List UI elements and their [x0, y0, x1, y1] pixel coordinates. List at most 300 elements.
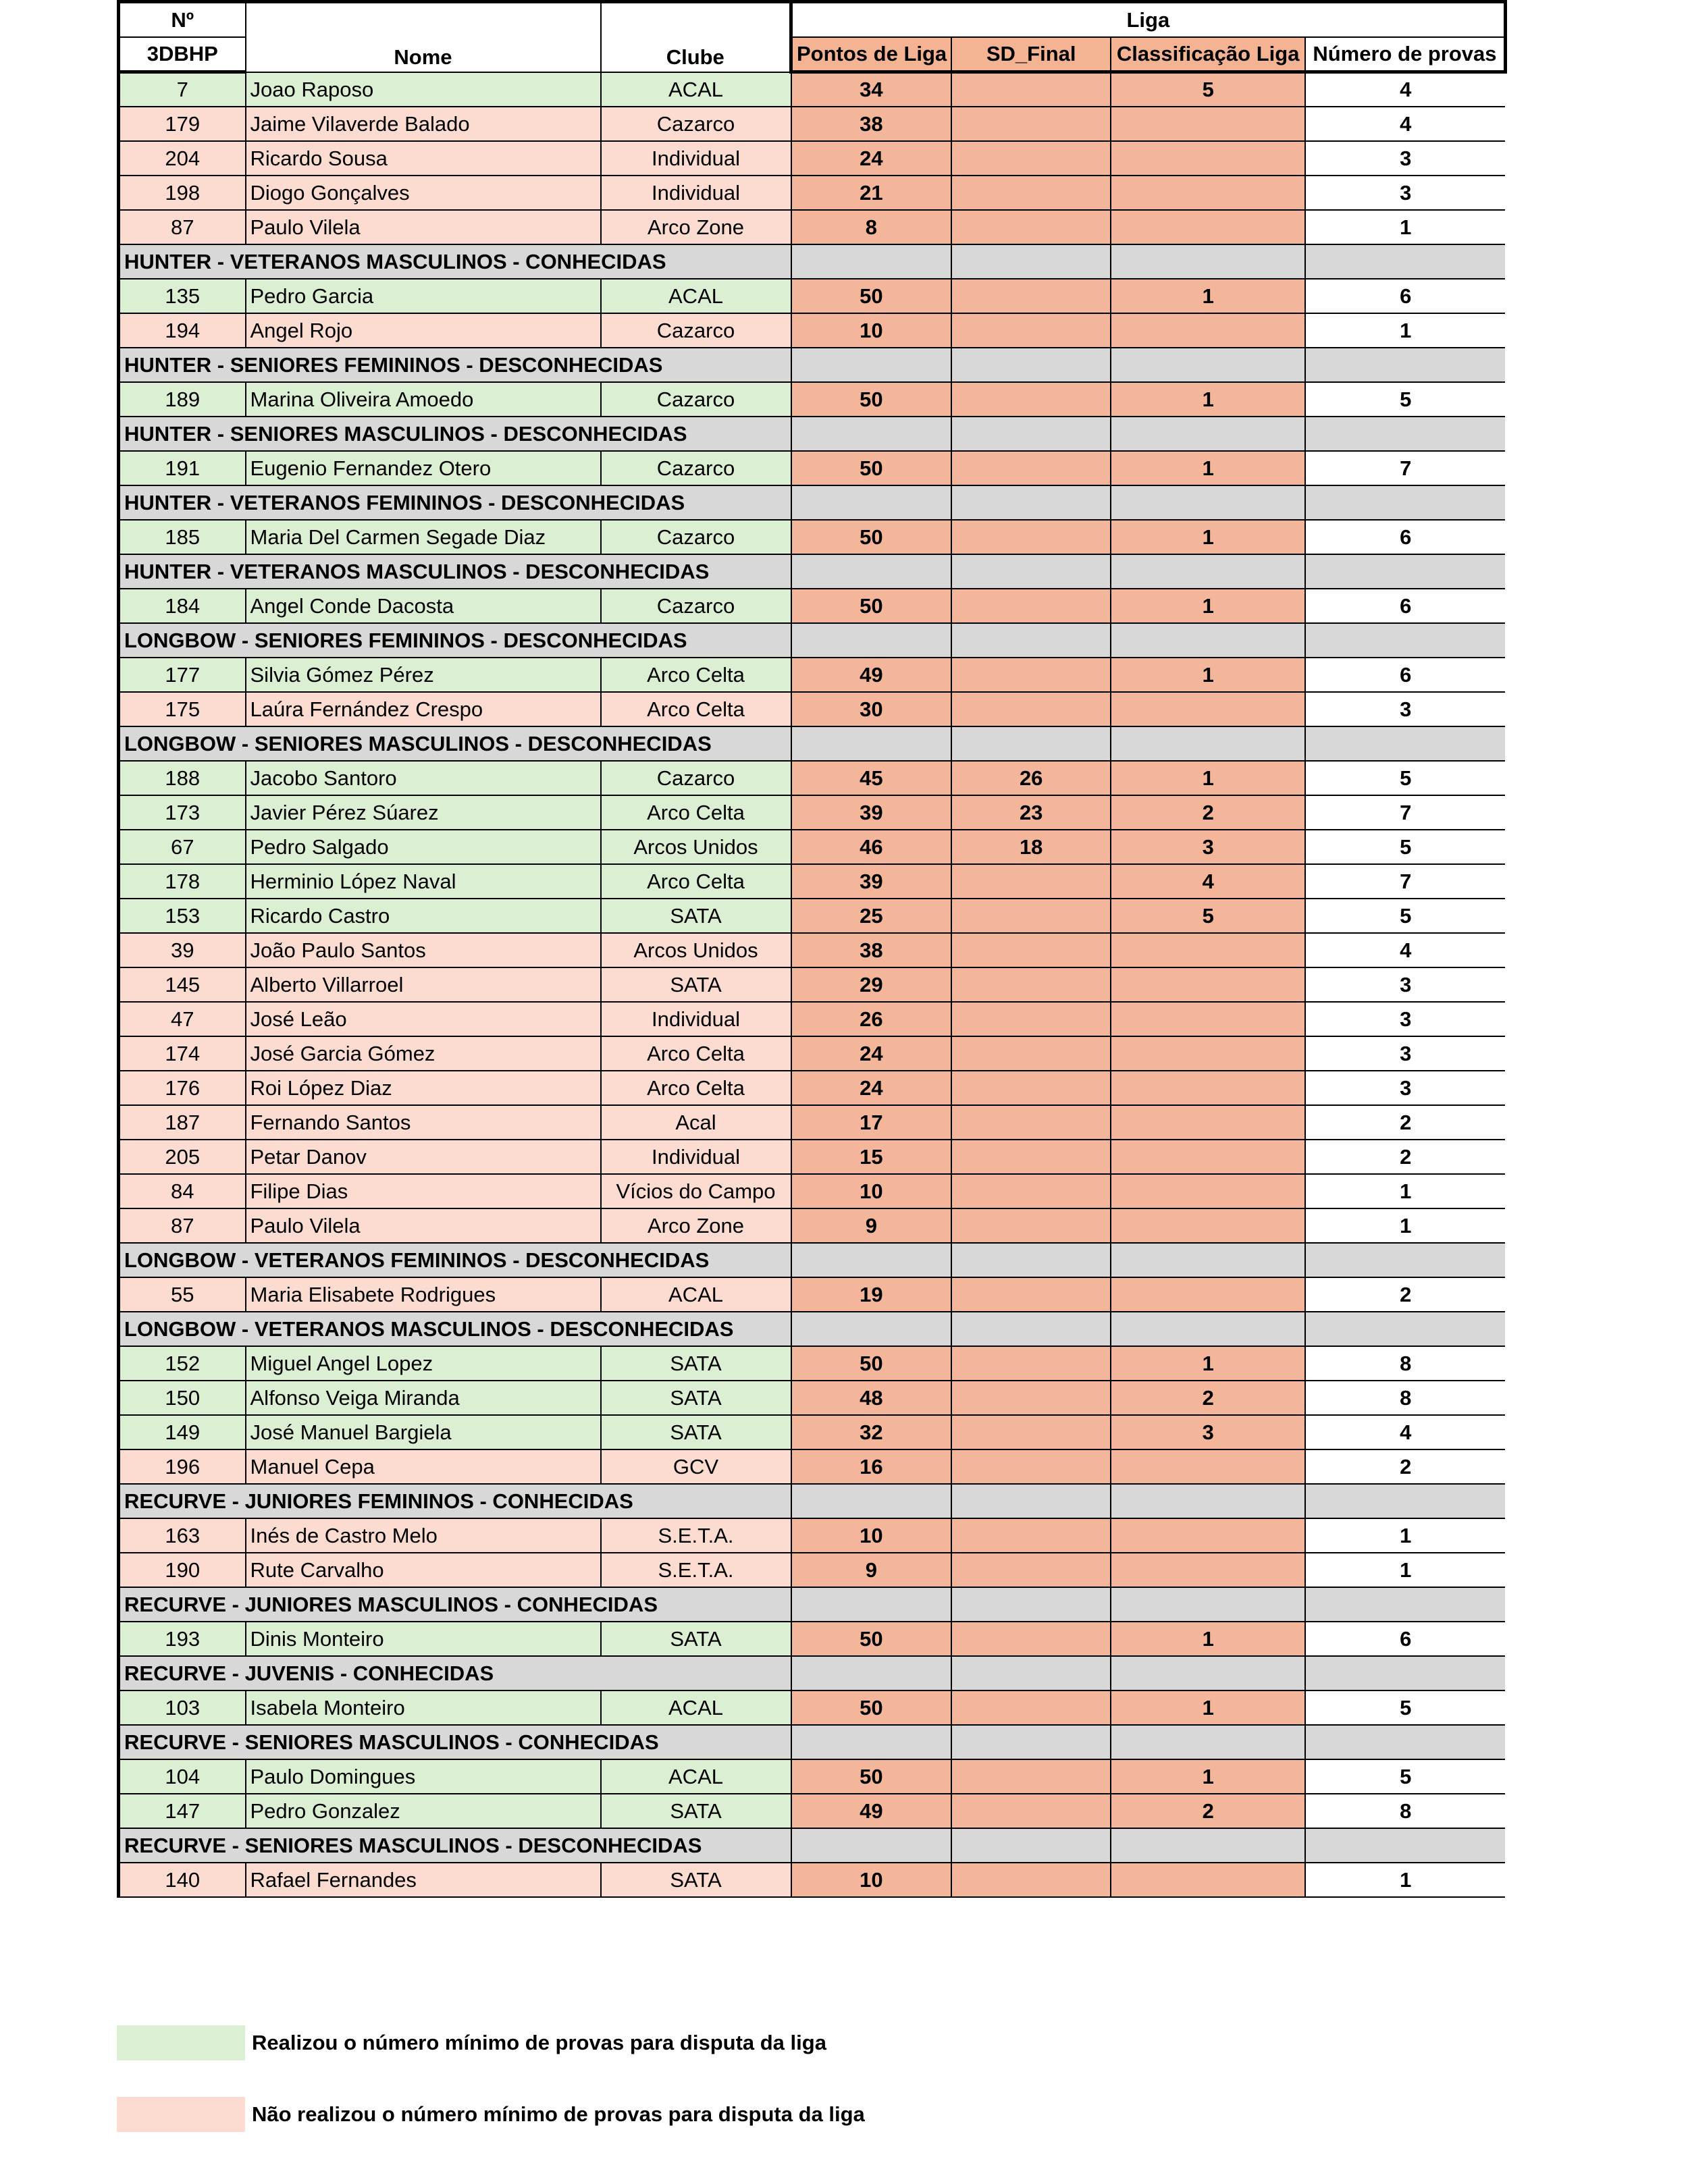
- cell-number: 205: [119, 1140, 246, 1174]
- cell-name: Jaime Vilaverde Balado: [246, 107, 601, 141]
- table-row: [119, 830, 1506, 864]
- cell-number: 135: [119, 279, 246, 313]
- header-liga: Liga: [791, 2, 1506, 37]
- cell-number: 163: [119, 1518, 246, 1553]
- section-cell-empty: [951, 726, 1111, 761]
- cell-league-points: 38: [791, 933, 952, 967]
- cell-name: Maria Elisabete Rodrigues: [246, 1277, 601, 1312]
- section-header-row: [119, 1725, 1506, 1759]
- cell-name: Ricardo Castro: [246, 899, 601, 933]
- cell-league-points: 39: [791, 864, 952, 899]
- cell-num-events: 5: [1305, 830, 1505, 864]
- cell-sd-final: [951, 107, 1111, 141]
- cell-club: SATA: [601, 967, 791, 1002]
- cell-sd-final: [951, 210, 1111, 244]
- section-cell-empty: [791, 1587, 952, 1622]
- cell-league-rank: [1111, 176, 1305, 210]
- cell-number: 184: [119, 589, 246, 623]
- cell-league-points: 50: [791, 1622, 952, 1656]
- section-header-row: [119, 1587, 1506, 1622]
- table-row: [119, 899, 1506, 933]
- cell-num-events: 8: [1305, 1346, 1505, 1381]
- cell-league-rank: 3: [1111, 1415, 1305, 1449]
- cell-number: 140: [119, 1863, 246, 1897]
- cell-league-points: 32: [791, 1415, 952, 1449]
- cell-league-rank: 1: [1111, 1759, 1305, 1794]
- cell-league-points: 30: [791, 692, 952, 726]
- cell-name: Jacobo Santoro: [246, 761, 601, 795]
- table-row: [119, 1415, 1506, 1449]
- cell-club: SATA: [601, 1863, 791, 1897]
- cell-name: José Manuel Bargiela: [246, 1415, 601, 1449]
- cell-num-events: 4: [1305, 933, 1505, 967]
- section-title: RECURVE - SENIORES MASCULINOS - DESCONHECIDAS: [119, 1828, 791, 1863]
- cell-name: Rute Carvalho: [246, 1553, 601, 1587]
- section-cell-empty: [951, 348, 1111, 382]
- cell-club: Individual: [601, 176, 791, 210]
- cell-sd-final: [951, 141, 1111, 176]
- cell-number: 189: [119, 382, 246, 417]
- cell-number: 47: [119, 1002, 246, 1036]
- cell-league-points: 39: [791, 795, 952, 830]
- cell-sd-final: [951, 1174, 1111, 1208]
- header-nome: Nome: [246, 2, 601, 72]
- cell-num-events: 7: [1305, 451, 1505, 485]
- cell-league-points: 50: [791, 520, 952, 554]
- cell-number: 173: [119, 795, 246, 830]
- section-title: RECURVE - JUVENIS - CONHECIDAS: [119, 1656, 791, 1690]
- cell-name: João Paulo Santos: [246, 933, 601, 967]
- table-row: [119, 1449, 1506, 1484]
- table-row: [119, 72, 1506, 107]
- cell-number: 204: [119, 141, 246, 176]
- cell-league-points: 10: [791, 313, 952, 348]
- section-cell-empty: [951, 417, 1111, 451]
- cell-club: Individual: [601, 1140, 791, 1174]
- section-cell-empty: [1305, 1656, 1505, 1690]
- table-row: [119, 451, 1506, 485]
- section-cell-empty: [791, 244, 952, 279]
- section-cell-empty: [1305, 485, 1505, 520]
- cell-sd-final: [951, 1415, 1111, 1449]
- table-row: [119, 1346, 1506, 1381]
- section-cell-empty: [791, 1312, 952, 1346]
- cell-num-events: 2: [1305, 1277, 1505, 1312]
- section-title: LONGBOW - VETERANOS FEMININOS - DESCONHECIDAS: [119, 1243, 791, 1277]
- section-title: LONGBOW - SENIORES FEMININOS - DESCONHECIDAS: [119, 623, 791, 658]
- table-row: [119, 1518, 1506, 1553]
- cell-league-rank: [1111, 1863, 1305, 1897]
- cell-league-points: 50: [791, 279, 952, 313]
- section-cell-empty: [791, 1484, 952, 1518]
- cell-name: Angel Conde Dacosta: [246, 589, 601, 623]
- section-cell-empty: [1111, 1243, 1305, 1277]
- cell-name: Pedro Garcia: [246, 279, 601, 313]
- cell-number: 149: [119, 1415, 246, 1449]
- section-cell-empty: [791, 417, 952, 451]
- legend-green: [117, 2025, 826, 2060]
- cell-club: ACAL: [601, 1690, 791, 1725]
- cell-name: Laúra Fernández Crespo: [246, 692, 601, 726]
- section-title: HUNTER - VETERANOS MASCULINOS - DESCONHECIDAS: [119, 554, 791, 589]
- cell-sd-final: [951, 313, 1111, 348]
- cell-club: Arco Celta: [601, 1071, 791, 1105]
- cell-num-events: 3: [1305, 176, 1505, 210]
- cell-league-rank: 1: [1111, 279, 1305, 313]
- cell-sd-final: 23: [951, 795, 1111, 830]
- table-body: [119, 72, 1506, 1897]
- section-cell-empty: [1111, 1312, 1305, 1346]
- cell-club: SATA: [601, 1346, 791, 1381]
- cell-sd-final: [951, 72, 1111, 107]
- section-cell-empty: [1305, 623, 1505, 658]
- cell-num-events: 2: [1305, 1105, 1505, 1140]
- section-title: HUNTER - VETERANOS FEMININOS - DESCONHECIDAS: [119, 485, 791, 520]
- cell-league-points: 46: [791, 830, 952, 864]
- section-cell-empty: [1305, 1725, 1505, 1759]
- section-title: RECURVE - JUNIORES FEMININOS - CONHECIDAS: [119, 1484, 791, 1518]
- cell-club: ACAL: [601, 72, 791, 107]
- cell-sd-final: 26: [951, 761, 1111, 795]
- cell-league-points: 21: [791, 176, 952, 210]
- section-header-row: [119, 348, 1506, 382]
- section-title: HUNTER - SENIORES FEMININOS - DESCONHECIDAS: [119, 348, 791, 382]
- section-header-row: [119, 1243, 1506, 1277]
- cell-sd-final: [951, 589, 1111, 623]
- table-row: [119, 589, 1506, 623]
- cell-sd-final: [951, 1690, 1111, 1725]
- section-cell-empty: [1111, 1484, 1305, 1518]
- cell-league-points: 50: [791, 1690, 952, 1725]
- cell-num-events: 6: [1305, 1622, 1505, 1656]
- cell-sd-final: [951, 1381, 1111, 1415]
- cell-num-events: 8: [1305, 1794, 1505, 1828]
- cell-league-rank: 2: [1111, 1794, 1305, 1828]
- cell-number: 185: [119, 520, 246, 554]
- table-row: [119, 176, 1506, 210]
- cell-number: 145: [119, 967, 246, 1002]
- cell-club: SATA: [601, 1415, 791, 1449]
- section-cell-empty: [1305, 726, 1505, 761]
- section-header-row: [119, 623, 1506, 658]
- section-cell-empty: [951, 623, 1111, 658]
- cell-name: Angel Rojo: [246, 313, 601, 348]
- header-pontos: Pontos de Liga: [791, 37, 952, 72]
- section-cell-empty: [951, 554, 1111, 589]
- legend-green-text: Realizou o número mínimo de provas para disputa da liga: [252, 2031, 826, 2054]
- cell-league-points: 49: [791, 658, 952, 692]
- section-header-row: [119, 1656, 1506, 1690]
- table-row: [119, 761, 1506, 795]
- cell-club: Cazarco: [601, 451, 791, 485]
- cell-num-events: 1: [1305, 1174, 1505, 1208]
- cell-num-events: 3: [1305, 141, 1505, 176]
- section-header-row: [119, 1484, 1506, 1518]
- cell-num-events: 6: [1305, 589, 1505, 623]
- cell-club: Cazarco: [601, 107, 791, 141]
- cell-number: 55: [119, 1277, 246, 1312]
- cell-sd-final: [951, 1277, 1111, 1312]
- cell-num-events: 8: [1305, 1381, 1505, 1415]
- table-row: [119, 382, 1506, 417]
- section-title: RECURVE - JUNIORES MASCULINOS - CONHECIDAS: [119, 1587, 791, 1622]
- section-cell-empty: [791, 1243, 952, 1277]
- cell-number: 152: [119, 1346, 246, 1381]
- section-cell-empty: [1111, 623, 1305, 658]
- cell-league-points: 45: [791, 761, 952, 795]
- cell-club: SATA: [601, 1794, 791, 1828]
- cell-number: 177: [119, 658, 246, 692]
- cell-sd-final: [951, 279, 1111, 313]
- cell-num-events: 6: [1305, 279, 1505, 313]
- header-sd-final: SD_Final: [951, 37, 1111, 72]
- cell-number: 190: [119, 1553, 246, 1587]
- cell-club: Arco Celta: [601, 864, 791, 899]
- cell-club: Cazarco: [601, 382, 791, 417]
- cell-name: José Leão: [246, 1002, 601, 1036]
- cell-sd-final: [951, 1622, 1111, 1656]
- cell-league-rank: [1111, 1105, 1305, 1140]
- table-row: [119, 107, 1506, 141]
- cell-number: 179: [119, 107, 246, 141]
- cell-league-rank: 1: [1111, 1622, 1305, 1656]
- table-row: [119, 967, 1506, 1002]
- table-row: [119, 210, 1506, 244]
- cell-league-points: 16: [791, 1449, 952, 1484]
- table-row: [119, 1105, 1506, 1140]
- cell-number: 188: [119, 761, 246, 795]
- cell-club: Cazarco: [601, 520, 791, 554]
- cell-number: 87: [119, 1208, 246, 1243]
- cell-name: Alberto Villarroel: [246, 967, 601, 1002]
- cell-sd-final: [951, 933, 1111, 967]
- cell-sd-final: [951, 1863, 1111, 1897]
- cell-number: 178: [119, 864, 246, 899]
- cell-league-points: 24: [791, 1071, 952, 1105]
- cell-league-rank: 5: [1111, 899, 1305, 933]
- cell-sd-final: [951, 1071, 1111, 1105]
- cell-league-points: 24: [791, 141, 952, 176]
- cell-league-points: 10: [791, 1863, 952, 1897]
- section-title: LONGBOW - SENIORES MASCULINOS - DESCONHECIDAS: [119, 726, 791, 761]
- cell-number: 150: [119, 1381, 246, 1415]
- section-cell-empty: [1305, 417, 1505, 451]
- cell-sd-final: [951, 1208, 1111, 1243]
- cell-league-rank: [1111, 1518, 1305, 1553]
- table-row: [119, 1174, 1506, 1208]
- section-cell-empty: [1111, 417, 1305, 451]
- cell-num-events: 1: [1305, 1863, 1505, 1897]
- cell-num-events: 7: [1305, 795, 1505, 830]
- cell-number: 174: [119, 1036, 246, 1071]
- cell-league-rank: [1111, 1174, 1305, 1208]
- cell-league-points: 38: [791, 107, 952, 141]
- cell-league-rank: 1: [1111, 382, 1305, 417]
- cell-number: 7: [119, 72, 246, 107]
- section-cell-empty: [791, 1725, 952, 1759]
- section-cell-empty: [1111, 244, 1305, 279]
- cell-number: 176: [119, 1071, 246, 1105]
- cell-name: Fernando Santos: [246, 1105, 601, 1140]
- cell-name: Alfonso Veiga Miranda: [246, 1381, 601, 1415]
- cell-league-rank: [1111, 1002, 1305, 1036]
- legend-pink-swatch: [117, 2097, 245, 2132]
- cell-club: S.E.T.A.: [601, 1553, 791, 1587]
- table-row: [119, 1381, 1506, 1415]
- cell-name: Marina Oliveira Amoedo: [246, 382, 601, 417]
- table-row: [119, 1759, 1506, 1794]
- cell-club: Arco Celta: [601, 658, 791, 692]
- cell-number: 175: [119, 692, 246, 726]
- section-cell-empty: [1111, 1656, 1305, 1690]
- cell-number: 39: [119, 933, 246, 967]
- section-header-row: [119, 1828, 1506, 1863]
- cell-club: SATA: [601, 1381, 791, 1415]
- cell-league-points: 10: [791, 1174, 952, 1208]
- cell-league-rank: 3: [1111, 830, 1305, 864]
- section-cell-empty: [791, 726, 952, 761]
- cell-num-events: 1: [1305, 1553, 1505, 1587]
- cell-league-points: 50: [791, 1346, 952, 1381]
- cell-num-events: 5: [1305, 1690, 1505, 1725]
- cell-league-rank: 1: [1111, 520, 1305, 554]
- section-cell-empty: [951, 1725, 1111, 1759]
- cell-league-rank: [1111, 210, 1305, 244]
- cell-sd-final: [951, 382, 1111, 417]
- section-header-row: [119, 417, 1506, 451]
- cell-league-points: 50: [791, 589, 952, 623]
- table-row: [119, 658, 1506, 692]
- cell-league-points: 10: [791, 1518, 952, 1553]
- cell-club: Cazarco: [601, 589, 791, 623]
- cell-num-events: 1: [1305, 313, 1505, 348]
- cell-club: SATA: [601, 1622, 791, 1656]
- cell-club: Arco Celta: [601, 1036, 791, 1071]
- section-cell-empty: [951, 1828, 1111, 1863]
- cell-league-rank: [1111, 1449, 1305, 1484]
- table-row: [119, 1622, 1506, 1656]
- cell-league-rank: 4: [1111, 864, 1305, 899]
- cell-league-rank: [1111, 1553, 1305, 1587]
- cell-league-points: 48: [791, 1381, 952, 1415]
- section-cell-empty: [1111, 554, 1305, 589]
- section-cell-empty: [951, 1656, 1111, 1690]
- cell-sd-final: [951, 1794, 1111, 1828]
- cell-num-events: 2: [1305, 1449, 1505, 1484]
- table-row: [119, 1071, 1506, 1105]
- cell-league-rank: [1111, 313, 1305, 348]
- cell-club: Individual: [601, 1002, 791, 1036]
- section-header-row: [119, 554, 1506, 589]
- cell-league-rank: 1: [1111, 451, 1305, 485]
- header-classificacao: Classificação Liga: [1111, 37, 1305, 72]
- cell-name: Pedro Gonzalez: [246, 1794, 601, 1828]
- cell-league-rank: [1111, 141, 1305, 176]
- cell-number: 67: [119, 830, 246, 864]
- cell-club: Arco Zone: [601, 1208, 791, 1243]
- cell-name: Rafael Fernandes: [246, 1863, 601, 1897]
- header-numero-provas: Número de provas: [1305, 37, 1505, 72]
- section-title: RECURVE - SENIORES MASCULINOS - CONHECIDAS: [119, 1725, 791, 1759]
- cell-num-events: 3: [1305, 1071, 1505, 1105]
- header-clube: Clube: [601, 2, 791, 72]
- cell-league-points: 25: [791, 899, 952, 933]
- section-header-row: [119, 485, 1506, 520]
- cell-league-rank: [1111, 107, 1305, 141]
- cell-sd-final: [951, 1553, 1111, 1587]
- cell-league-points: 9: [791, 1208, 952, 1243]
- cell-league-points: 19: [791, 1277, 952, 1312]
- header-num-top: Nº: [119, 2, 246, 37]
- section-cell-empty: [1111, 1828, 1305, 1863]
- cell-name: Maria Del Carmen Segade Diaz: [246, 520, 601, 554]
- cell-league-rank: [1111, 1140, 1305, 1174]
- cell-name: Miguel Angel Lopez: [246, 1346, 601, 1381]
- cell-sd-final: [951, 1449, 1111, 1484]
- section-cell-empty: [791, 623, 952, 658]
- cell-club: Acal: [601, 1105, 791, 1140]
- cell-num-events: 1: [1305, 210, 1505, 244]
- section-cell-empty: [1111, 348, 1305, 382]
- table-row: [119, 1002, 1506, 1036]
- section-cell-empty: [1305, 1243, 1505, 1277]
- cell-sd-final: [951, 520, 1111, 554]
- cell-num-events: 4: [1305, 1415, 1505, 1449]
- section-cell-empty: [951, 1484, 1111, 1518]
- cell-number: 147: [119, 1794, 246, 1828]
- section-cell-empty: [791, 554, 952, 589]
- cell-number: 191: [119, 451, 246, 485]
- section-cell-empty: [791, 1656, 952, 1690]
- table-row: [119, 1863, 1506, 1897]
- cell-club: Arcos Unidos: [601, 830, 791, 864]
- cell-num-events: 1: [1305, 1518, 1505, 1553]
- cell-league-rank: 1: [1111, 1690, 1305, 1725]
- cell-league-rank: 1: [1111, 658, 1305, 692]
- legend-green-swatch: [117, 2025, 245, 2060]
- cell-sd-final: [951, 1036, 1111, 1071]
- cell-number: 193: [119, 1622, 246, 1656]
- cell-club: S.E.T.A.: [601, 1518, 791, 1553]
- cell-num-events: 7: [1305, 864, 1505, 899]
- cell-league-points: 17: [791, 1105, 952, 1140]
- cell-club: Cazarco: [601, 761, 791, 795]
- section-cell-empty: [951, 1243, 1111, 1277]
- cell-name: Paulo Vilela: [246, 1208, 601, 1243]
- legend-pink-text: Não realizou o número mínimo de provas para disputa da liga: [252, 2102, 865, 2126]
- cell-league-points: 15: [791, 1140, 952, 1174]
- cell-num-events: 6: [1305, 658, 1505, 692]
- section-cell-empty: [951, 1312, 1111, 1346]
- cell-name: Pedro Salgado: [246, 830, 601, 864]
- cell-league-rank: [1111, 1036, 1305, 1071]
- cell-league-rank: [1111, 933, 1305, 967]
- cell-club: Cazarco: [601, 313, 791, 348]
- cell-league-rank: 2: [1111, 795, 1305, 830]
- cell-name: Paulo Domingues: [246, 1759, 601, 1794]
- cell-name: Silvia Gómez Pérez: [246, 658, 601, 692]
- cell-league-rank: [1111, 1277, 1305, 1312]
- results-sheet: [117, 0, 1507, 1898]
- cell-name: Dinis Monteiro: [246, 1622, 601, 1656]
- table-row: [119, 692, 1506, 726]
- cell-num-events: 4: [1305, 107, 1505, 141]
- cell-club: ACAL: [601, 1277, 791, 1312]
- cell-num-events: 5: [1305, 899, 1505, 933]
- cell-name: Ricardo Sousa: [246, 141, 601, 176]
- cell-league-rank: 2: [1111, 1381, 1305, 1415]
- section-cell-empty: [791, 348, 952, 382]
